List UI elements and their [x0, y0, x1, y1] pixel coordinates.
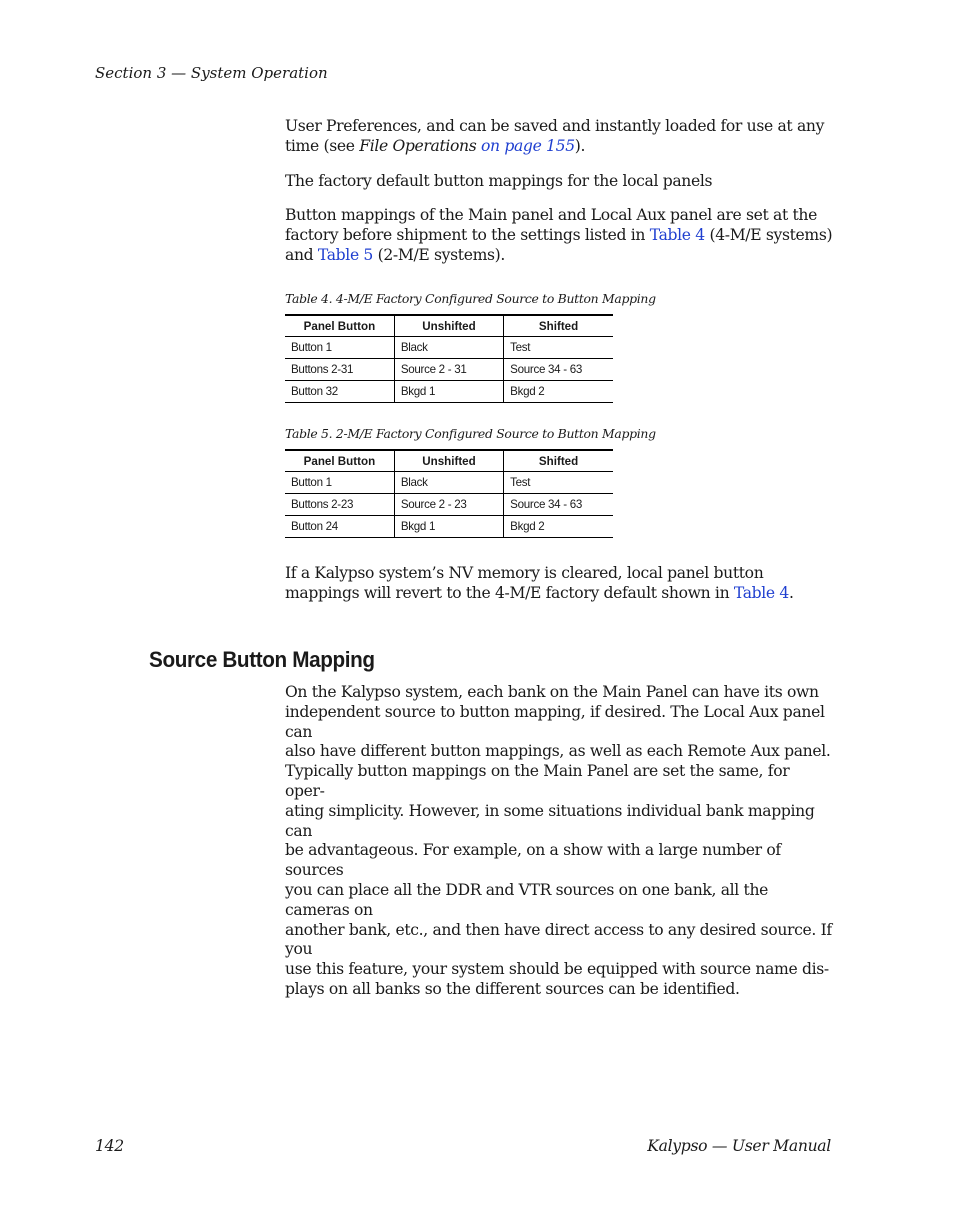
table-cell: Source 2 - 31: [394, 359, 503, 381]
column-header: Panel Button: [285, 315, 394, 337]
table-4-link[interactable]: Table 4: [649, 225, 705, 244]
table-header-row: [285, 450, 613, 472]
table-cell: Source 2 - 23: [394, 494, 503, 516]
column-header: Shifted: [504, 315, 613, 337]
table-cell: Bkgd 1: [394, 381, 503, 403]
table-row: [285, 516, 613, 538]
paragraph-line: ating simplicity. However, in some situations individual bank mapping can: [285, 801, 815, 840]
paragraph-line: plays on all banks so the different sources can be identified.: [285, 979, 740, 998]
paragraph-line: On the Kalypso system, each bank on the Main Panel can have its own: [285, 683, 819, 701]
table-4-link-2[interactable]: Table 4: [733, 583, 789, 602]
table-cell: Button 1: [285, 337, 394, 359]
table-row: [285, 472, 613, 494]
table-row: [285, 494, 613, 516]
column-header: Shifted: [504, 450, 613, 472]
page-number: 142: [95, 1137, 124, 1155]
column-header: Unshifted: [394, 450, 503, 472]
manual-title: Kalypso — User Manual: [647, 1137, 831, 1155]
table-row: [285, 359, 613, 381]
paragraph-line: independent source to button mapping, if desired. The Local Aux panel can: [285, 702, 825, 741]
table-cell: Black: [394, 472, 503, 494]
source-mapping-paragraph: [285, 683, 833, 1000]
intro-text: User Preferences, and can be saved and instantly loaded for use at any time (see: [285, 117, 825, 155]
table-4-caption: Table 4. 4-M/E Factory Configured Source to Button Mapping: [285, 291, 656, 306]
file-operations-ref: File Operations: [359, 136, 477, 155]
intro-paragraph: [285, 117, 833, 157]
paragraph-line: another bank, etc., and then have direct access to any desired source. If you: [285, 920, 832, 959]
nv-text-b: .: [789, 583, 794, 602]
running-header: Section 3 — System Operation: [95, 64, 328, 82]
table-row: [285, 337, 613, 359]
table-5-caption: Table 5. 2-M/E Factory Configured Source to Button Mapping: [285, 426, 656, 441]
factory-default-line: The factory default button mappings for the local panels: [285, 172, 713, 190]
table-cell: Buttons 2-23: [285, 494, 394, 516]
table-cell: Button 1: [285, 472, 394, 494]
page-155-link[interactable]: on page 155: [481, 136, 575, 155]
table-cell: Black: [394, 337, 503, 359]
paragraph-line: you can place all the DDR and VTR sources on one bank, all the cameras on: [285, 880, 769, 919]
table-cell: Source 34 - 63: [504, 494, 613, 516]
table-cell: Button 32: [285, 381, 394, 403]
mappings-text-b: (4-M/E systems) and: [285, 225, 833, 264]
intro-end: ).: [574, 136, 586, 155]
table-cell: Buttons 2-31: [285, 359, 394, 381]
paragraph-line: Typically button mappings on the Main Panel are set the same, for oper-: [285, 762, 790, 800]
paragraph-line: also have different button mappings, as well as each Remote Aux panel.: [285, 742, 831, 761]
nv-memory-paragraph: [285, 564, 833, 604]
button-mappings-paragraph: [285, 206, 833, 265]
paragraph-line: use this feature, your system should be equipped with source name dis-: [285, 960, 829, 979]
section-heading: Source Button Mapping: [149, 647, 375, 672]
table-5: [285, 449, 613, 538]
table-cell: Test: [504, 472, 613, 494]
table-row: [285, 381, 613, 403]
column-header: Unshifted: [394, 315, 503, 337]
paragraph-line: be advantageous. For example, on a show with a large number of sources: [285, 841, 781, 880]
table-cell: Button 24: [285, 516, 394, 538]
table-cell: Bkgd 2: [504, 516, 613, 538]
table-cell: Bkgd 1: [394, 516, 503, 538]
mappings-text-a: Button mappings of the Main panel and Local Aux panel are set at the factory before shipment to the settings listed in: [285, 206, 817, 244]
column-header: Panel Button: [285, 450, 394, 472]
table-cell: Source 34 - 63: [504, 359, 613, 381]
mappings-text-c: (2-M/E systems).: [373, 245, 505, 264]
table-4: [285, 314, 613, 403]
table-header-row: [285, 315, 613, 337]
table-5-link[interactable]: Table 5: [317, 245, 374, 264]
table-cell: Bkgd 2: [504, 381, 613, 403]
table-cell: Test: [504, 337, 613, 359]
nv-text-a: If a Kalypso system’s NV memory is cleared, local panel button mappings will revert to the 4-M/E factory default shown in: [285, 564, 764, 602]
